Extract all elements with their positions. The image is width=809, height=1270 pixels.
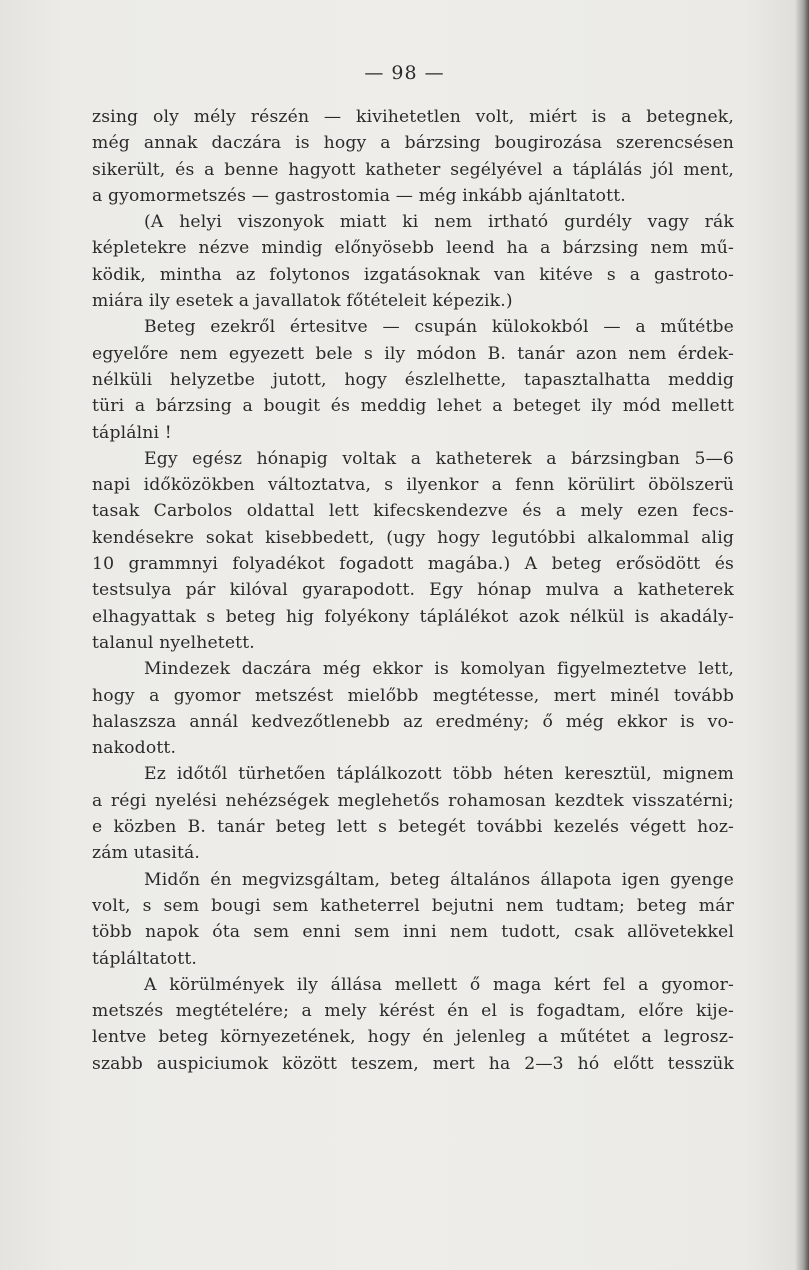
text-line: nakodott. bbox=[92, 738, 177, 759]
text-line: metszés megtételére; a mely kérést én el is fogadtam, előre kije- bbox=[92, 1001, 734, 1022]
text-line: még annak daczára is hogy a bárzsing bougirozása szerencsésen bbox=[92, 133, 734, 154]
text-line: Egy egész hónapig voltak a katheterek a bárzsingban 5—6 bbox=[144, 448, 734, 469]
text-line: a gyomormetszés — gastrostomia — még inkább ajánltatott. bbox=[92, 185, 626, 206]
text-line: Beteg ezekről értesitve — csupán külokokból — a műtétbe bbox=[144, 317, 734, 338]
text-line: 10 grammnyi folyadékot fogadott magába.) A beteg erősödött és bbox=[92, 554, 734, 575]
text-line: zám utasitá. bbox=[92, 843, 201, 864]
text-line: tápláltatott. bbox=[92, 948, 198, 969]
text-line: elhagyattak s beteg hig folyékony táplálékot azok nélkül is akadály- bbox=[92, 606, 734, 627]
text-line: talanul nyelhetett. bbox=[92, 632, 255, 653]
text-line: ködik, mintha az folytonos izgatásoknak van kitéve s a gastroto- bbox=[92, 264, 734, 285]
text-line: halaszsza annál kedvezőtlenebb az eredmény; ő még ekkor is vo- bbox=[92, 711, 734, 732]
text-line: A körülmények ily állása mellett ő maga kért fel a gyomor- bbox=[144, 974, 734, 995]
body-text bbox=[92, 104, 734, 1077]
text-line: testsulya pár kilóval gyarapodott. Egy hónap mulva a katheterek bbox=[92, 580, 734, 601]
text-line: miára ily esetek a javallatok főtételeit képezik.) bbox=[92, 291, 513, 312]
text-line: kendésekre sokat kisebbedett, (ugy hogy legutóbbi alkalommal alig bbox=[92, 527, 734, 548]
text-line: több napok óta sem enni sem inni nem tudott, csak allövetekkel bbox=[92, 922, 734, 943]
text-line: képletekre nézve mindig előnyösebb leend ha a bárzsing nem mű- bbox=[92, 238, 734, 259]
text-line: lentve beteg környezetének, hogy én jelenleg a műtétet a legrosz- bbox=[92, 1027, 734, 1048]
text-line: hogy a gyomor metszést mielőbb megtétesse, mert minél tovább bbox=[92, 685, 734, 706]
text-line: türi a bárzsing a bougit és meddig lehet a beteget ily mód mellett bbox=[92, 396, 734, 417]
text-line: a régi nyelési nehézségek meglehetős rohamosan kezdtek visszatérni; bbox=[92, 790, 734, 811]
page-number: — 98 — bbox=[364, 62, 445, 84]
text-line: Mindezek daczára még ekkor is komolyan figyelmeztetve lett, bbox=[144, 659, 734, 680]
text-line: táplálni ! bbox=[92, 422, 172, 443]
text-line: volt, s sem bougi sem katheterrel bejutni nem tudtam; beteg már bbox=[92, 895, 734, 916]
text-line: napi időközökben változtatva, s ilyenkor a fenn körülirt öbölszerü bbox=[92, 475, 734, 496]
page-edge-shadow bbox=[795, 0, 809, 1270]
text-line: (A helyi viszonyok miatt ki nem irtható gurdély vagy rák bbox=[144, 212, 734, 233]
text-line: zsing oly mély részén — kivihetetlen volt, miért is a betegnek, bbox=[92, 107, 734, 127]
text-line: tasak Carbolos oldattal lett kifecskendezve és a mely ezen fecs- bbox=[92, 501, 734, 522]
text-line: Ez időtől türhetően táplálkozott több héten keresztül, mignem bbox=[144, 764, 734, 785]
text-line: egyelőre nem egyezett bele s ily módon B. tanár azon nem érdek- bbox=[92, 343, 734, 364]
text-line: sikerült, és a benne hagyott katheter segélyével a táplálás jól ment, bbox=[92, 159, 734, 180]
text-line: Midőn én megvizsgáltam, beteg általános állapota igen gyenge bbox=[144, 869, 734, 890]
text-line: nélküli helyzetbe jutott, hogy észlelhette, tapasztalhatta meddig bbox=[92, 369, 734, 390]
text-line: e közben B. tanár beteg lett s betegét további kezelés végett hoz- bbox=[92, 817, 734, 838]
text-line: szabb auspiciumok között teszem, mert ha 2—3 hó előtt tesszük bbox=[92, 1053, 734, 1074]
